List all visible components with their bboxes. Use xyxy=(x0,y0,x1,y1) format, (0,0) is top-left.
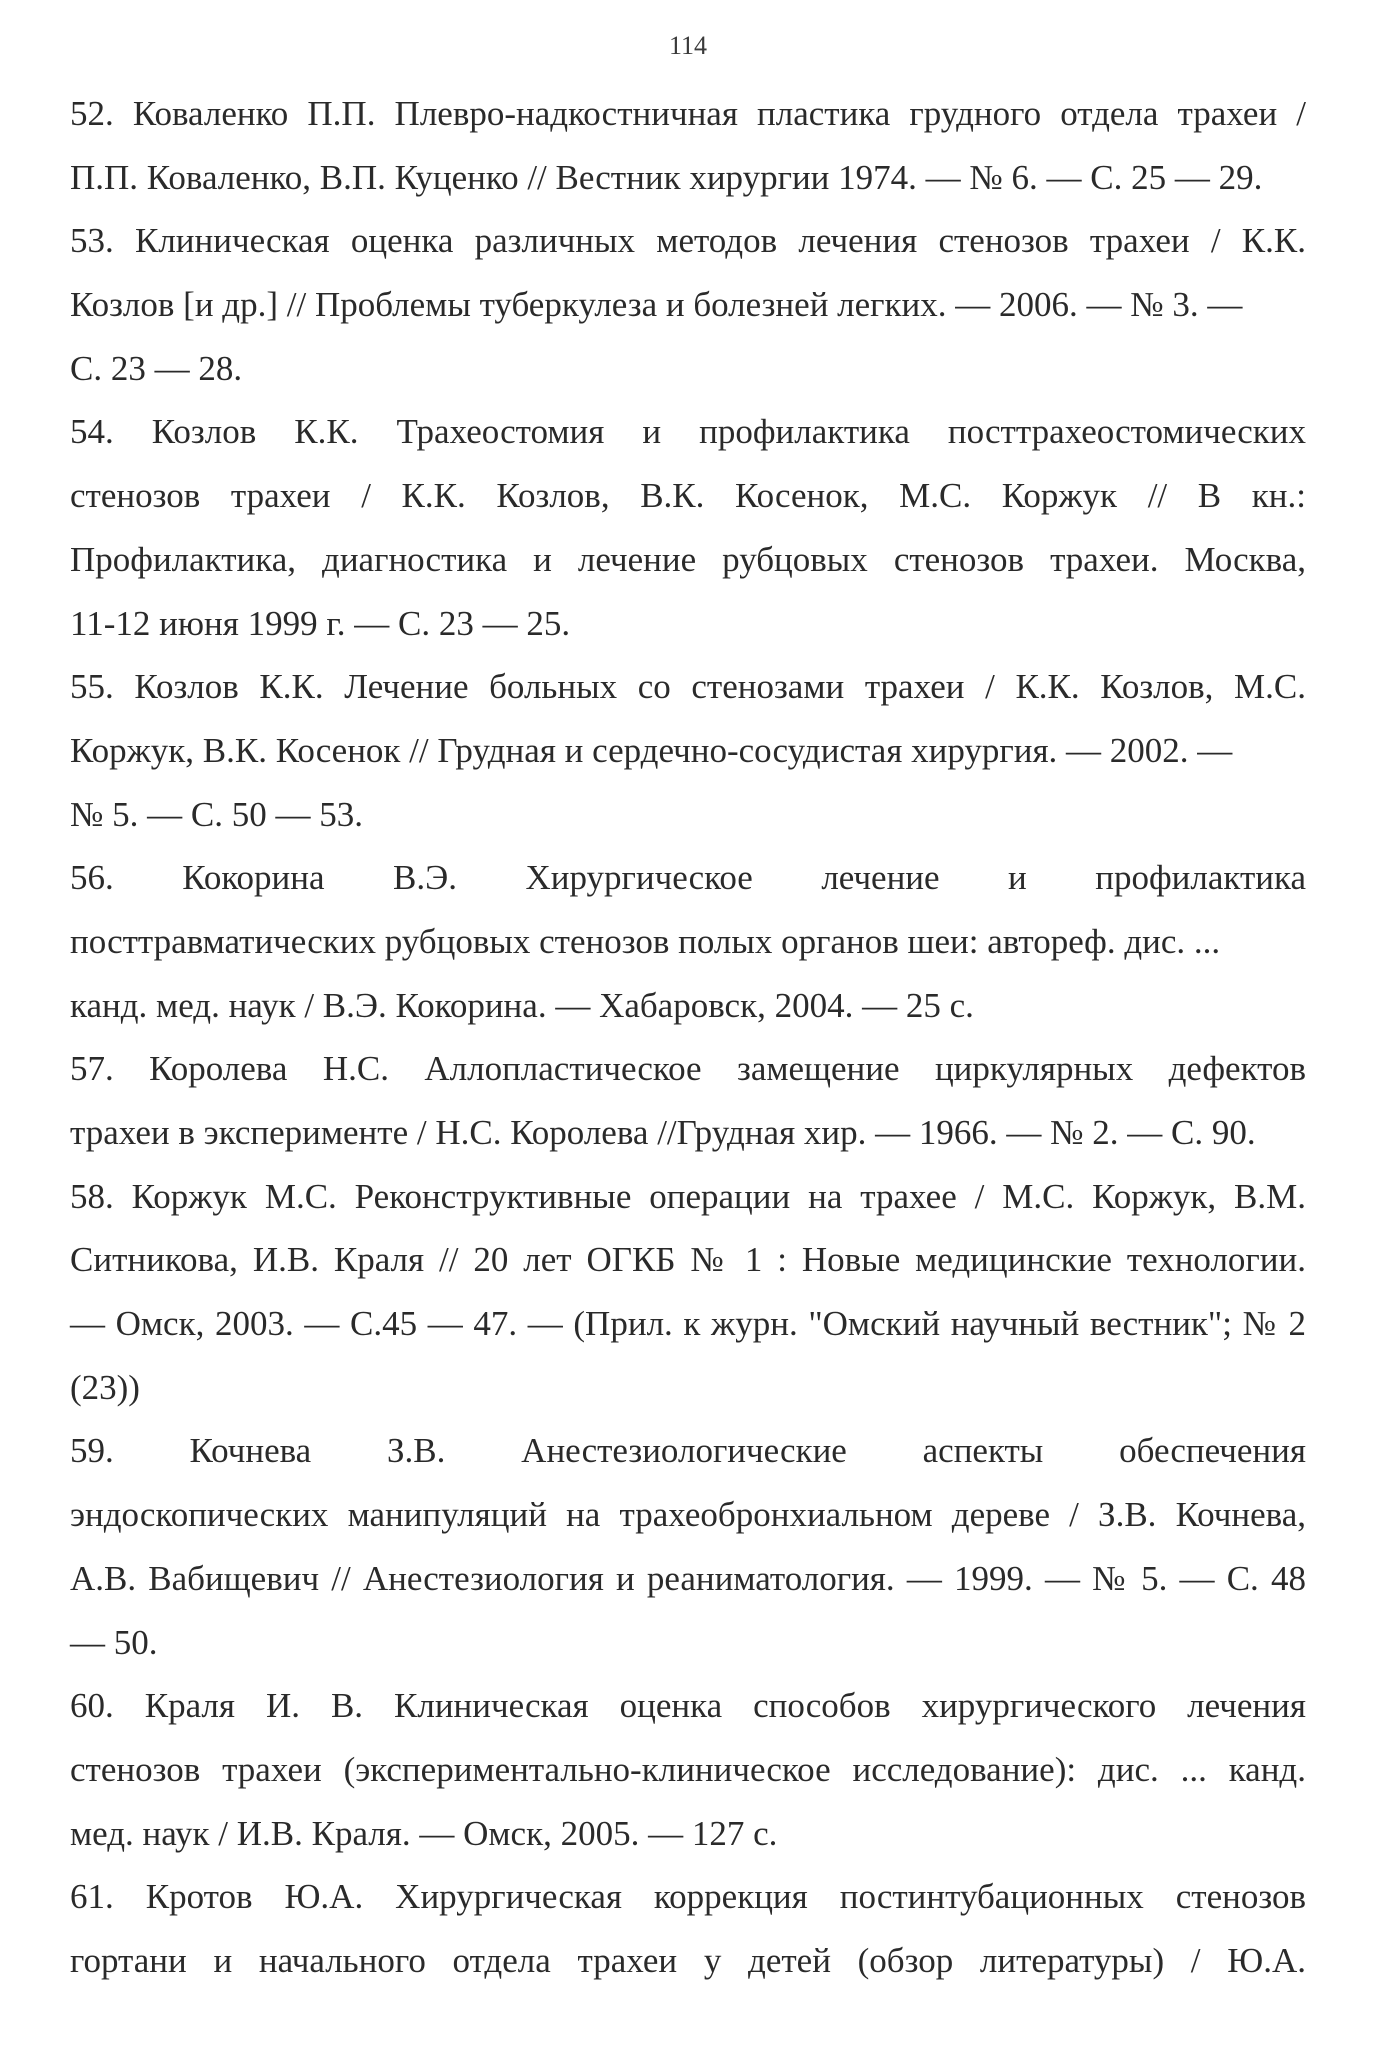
reference-entry-61 xyxy=(70,1865,1306,1992)
reference-line: П.П. Коваленко, В.П. Куценко // Вестник хирургии 1974. — № 6. — С. 25 — 29. xyxy=(70,157,1263,197)
reference-entry-57 xyxy=(70,1037,1306,1164)
reference-line: эндоскопических манипуляций на трахеобронхиальном дереве / З.В. Кочнева, xyxy=(70,1495,1306,1535)
reference-entry-56 xyxy=(70,846,1306,1037)
reference-line: 56. Кокорина В.Э. Хирургическое лечение и профилактика xyxy=(70,858,1306,898)
reference-entry-59 xyxy=(70,1419,1306,1674)
reference-line: — Омск, 2003. — С.45 — 47. — (Прил. к журн. "Омский научный вестник"; № 2 xyxy=(70,1304,1306,1344)
reference-list xyxy=(70,82,1306,1993)
reference-line: 52. Коваленко П.П. Плевро-надкостничная пластика грудного отдела трахеи / xyxy=(70,94,1306,133)
reference-line: гортани и начального отдела трахеи у детей (обзор литературы) / Ю.А. xyxy=(70,1940,1306,1980)
reference-line: Коржук, В.К. Косенок // Грудная и сердечно-сосудистая хирургия. — 2002. — xyxy=(70,730,1233,770)
reference-line: — 50. xyxy=(70,1622,158,1662)
reference-line: 53. Клиническая оценка различных методов лечения стенозов трахеи / К.К. xyxy=(70,221,1306,261)
reference-line: трахеи в эксперименте / Н.С. Королева //Грудная хир. — 1966. — № 2. — С. 90. xyxy=(70,1113,1256,1152)
reference-line: № 5. — С. 50 — 53. xyxy=(70,794,363,834)
page-number: 114 xyxy=(668,31,708,60)
reference-entry-55 xyxy=(70,655,1306,846)
reference-entry-54 xyxy=(70,400,1306,655)
reference-line: канд. мед. наук / В.Э. Кокорина. — Хабаровск, 2004. — 25 с. xyxy=(70,985,974,1025)
reference-line: (23)) xyxy=(70,1367,140,1407)
reference-line: 11-12 июня 1999 г. — С. 23 — 25. xyxy=(70,603,571,643)
reference-line: С. 23 — 28. xyxy=(70,348,243,388)
reference-entry-60 xyxy=(70,1674,1306,1865)
reference-line: стенозов трахеи (экспериментально-клиническое исследование): дис. ... канд. xyxy=(70,1749,1306,1789)
reference-line: посттравматических рубцовых стенозов полых органов шеи: автореф. дис. ... xyxy=(70,921,1221,961)
reference-entry-52 xyxy=(70,82,1306,209)
reference-line: мед. наук / И.В. Краля. — Омск, 2005. — 127 с. xyxy=(70,1813,778,1853)
reference-line: 59. Кочнева З.В. Анестезиологические аспекты обеспечения xyxy=(70,1431,1306,1471)
reference-entry-53 xyxy=(70,209,1306,400)
reference-line: 55. Козлов К.К. Лечение больных со стенозами трахеи / К.К. Козлов, М.С. xyxy=(70,667,1306,707)
reference-line: А.В. Вабищевич // Анестезиология и реаниматология. — 1999. — № 5. — С. 48 xyxy=(70,1558,1306,1598)
reference-line: Козлов [и др.] // Проблемы туберкулеза и болезней легких. — 2006. — № 3. — xyxy=(70,285,1243,325)
reference-line: 61. Кротов Ю.А. Хирургическая коррекция постинтубационных стенозов xyxy=(70,1877,1306,1917)
reference-line: Профилактика, диагностика и лечение рубцовых стенозов трахеи. Москва, xyxy=(70,539,1306,579)
reference-line: 57. Королева Н.С. Аллопластическое замещение циркулярных дефектов xyxy=(70,1049,1306,1089)
reference-line: 60. Краля И. В. Клиническая оценка способов хирургического лечения xyxy=(70,1686,1306,1726)
reference-entry-58 xyxy=(70,1165,1306,1420)
reference-line: стенозов трахеи / К.К. Козлов, В.К. Косенок, М.С. Коржук // В кн.: xyxy=(70,476,1306,516)
reference-line: 54. Козлов К.К. Трахеостомия и профилактика посттрахеостомических xyxy=(70,412,1306,452)
reference-line: 58. Коржук М.С. Реконструктивные операции на трахее / М.С. Коржук, В.М. xyxy=(70,1176,1306,1216)
reference-line: Ситникова, И.В. Краля // 20 лет ОГКБ № 1 : Новые медицинские технологии. xyxy=(70,1240,1306,1280)
